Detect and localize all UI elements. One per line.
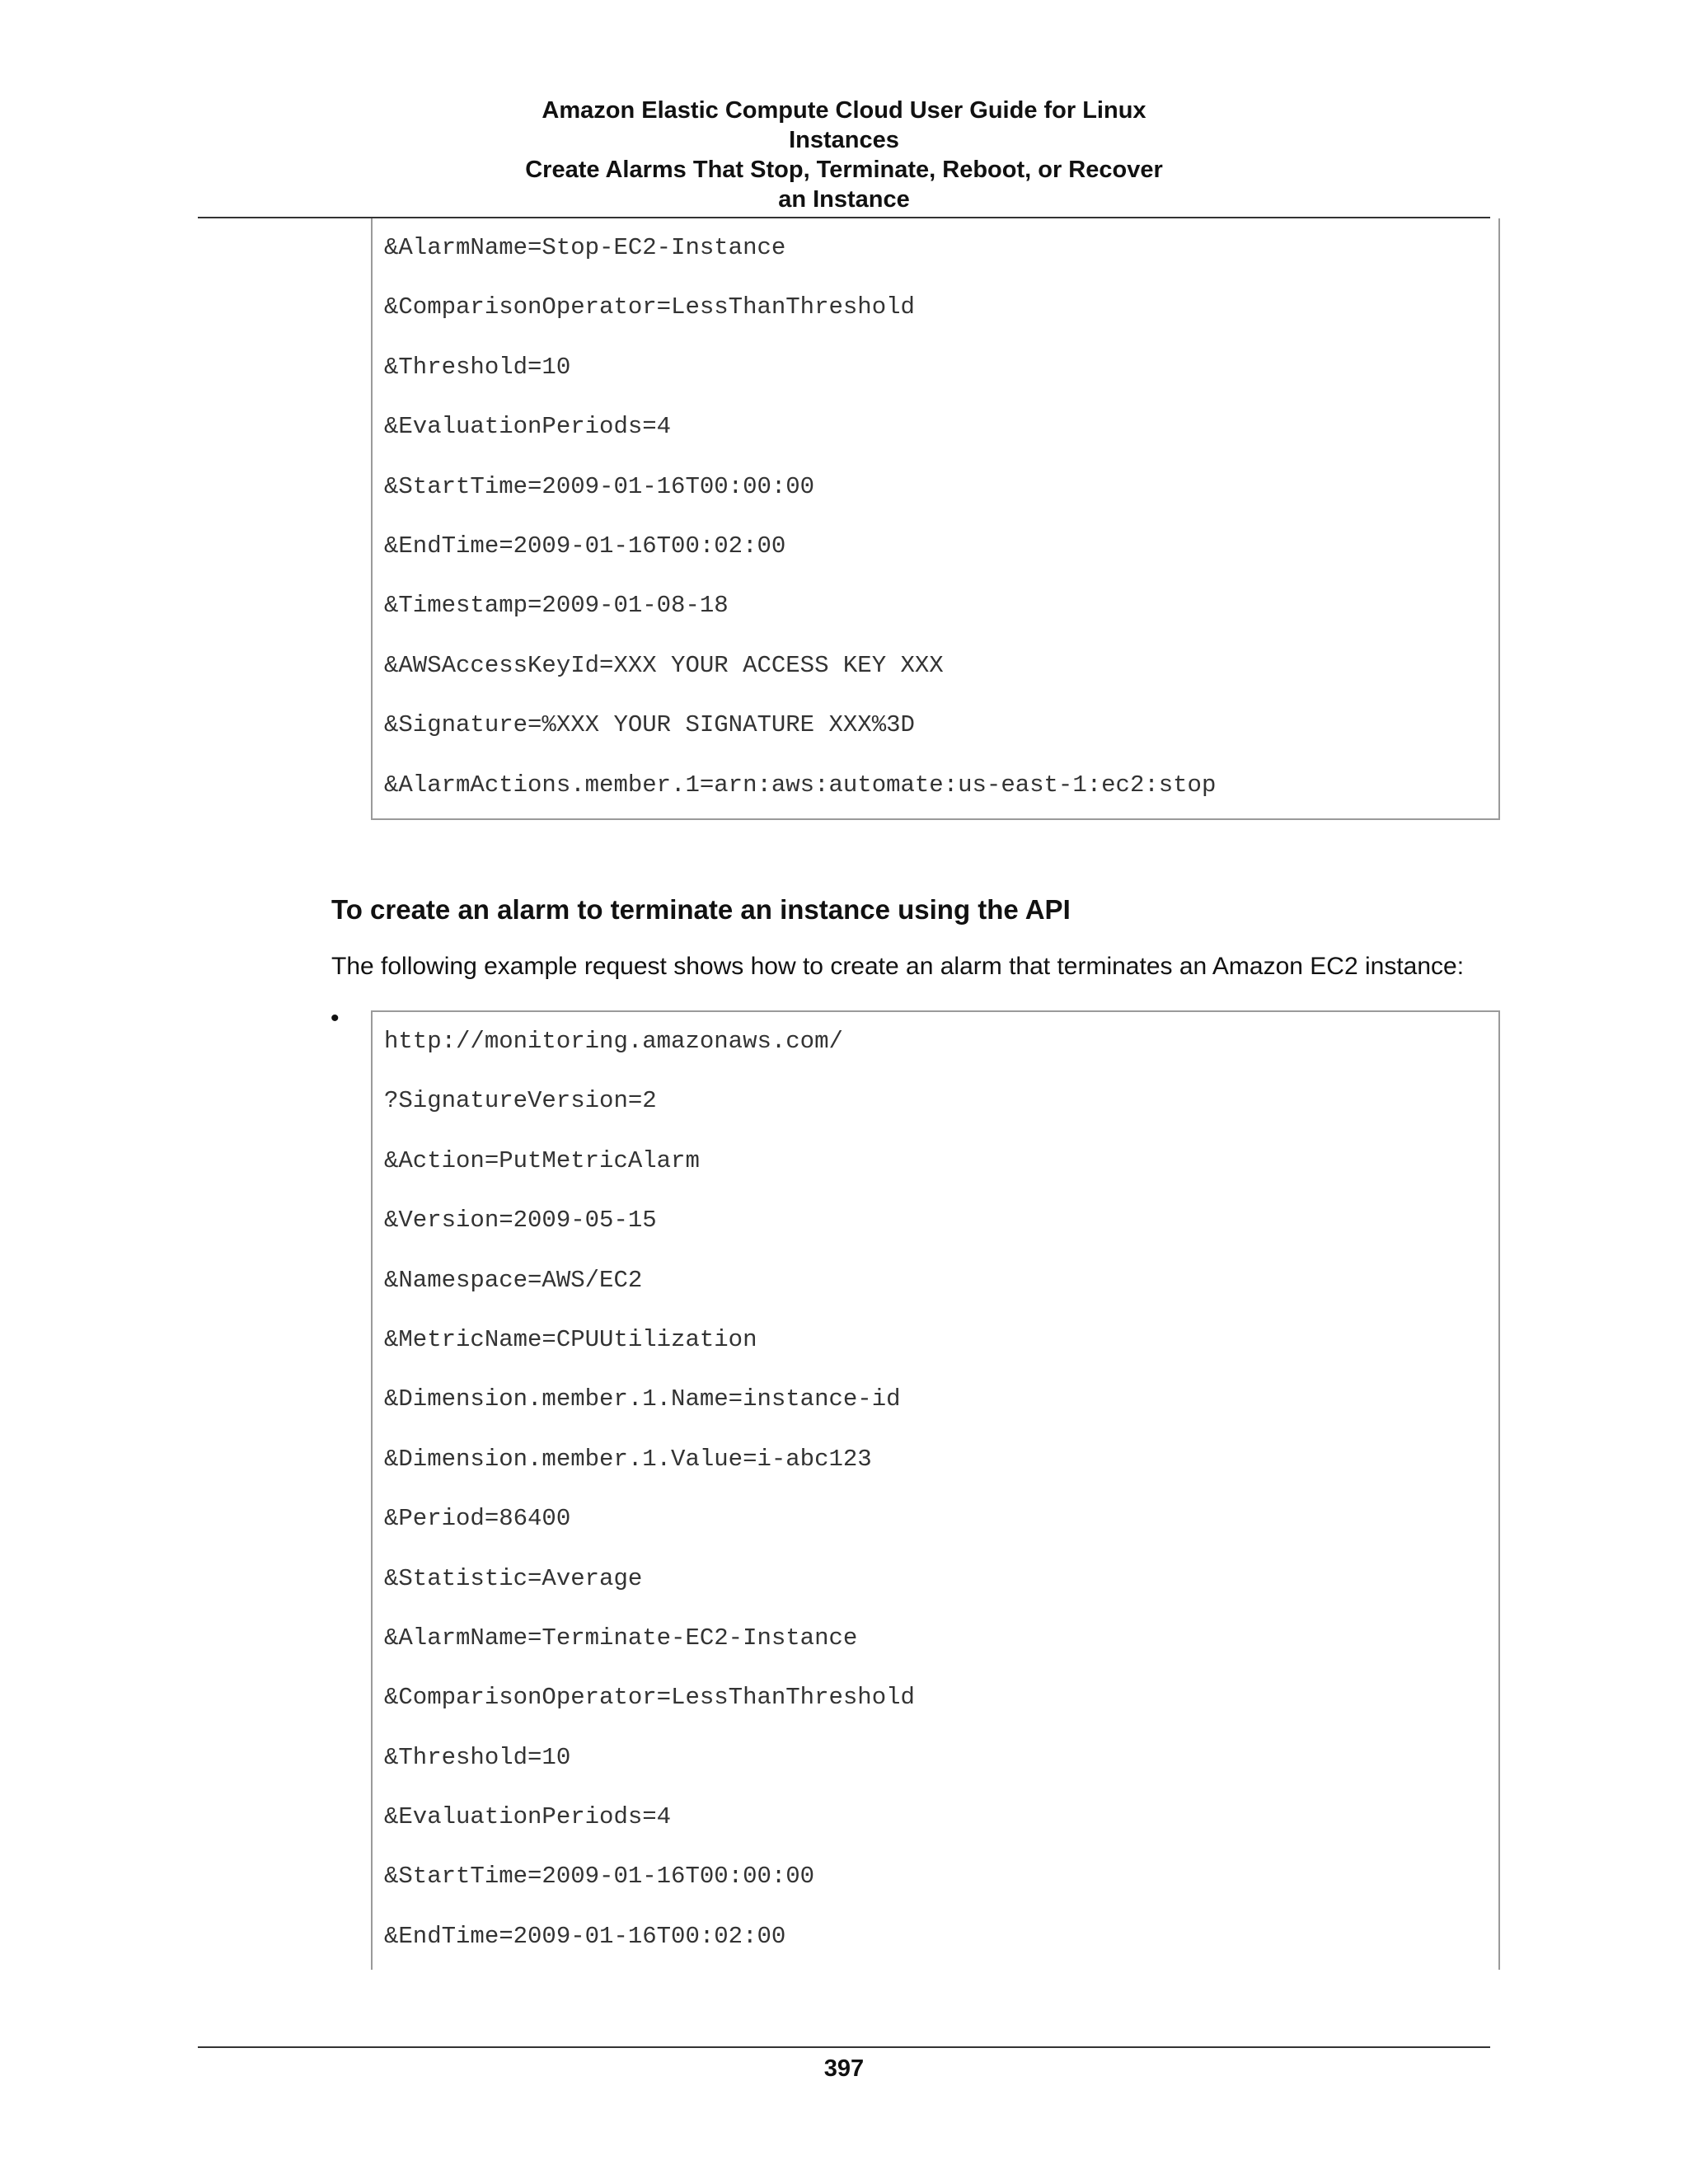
page-header (198, 96, 1490, 214)
header-title-line-2: Instances (789, 127, 899, 153)
code-line: &Dimension.member.1.Value=i-abc123 (384, 1445, 872, 1473)
code-line: &AlarmName=Stop-EC2-Instance (384, 234, 786, 261)
code-lines (384, 218, 1498, 815)
code-line: &AlarmActions.member.1=arn:aws:automate:us-east-1:ec2:stop (384, 771, 1217, 799)
code-line: &MetricName=CPUUtilization (384, 1325, 757, 1353)
code-line: &ComparisonOperator=LessThanThreshold (384, 293, 915, 321)
code-line: &EvaluationPeriods=4 (384, 1803, 672, 1831)
code-line: &AlarmName=Terminate-EC2-Instance (384, 1624, 858, 1652)
code-line: &Timestamp=2009-01-08-18 (384, 592, 729, 620)
code-line: &Threshold=10 (384, 353, 571, 381)
code-line: &Period=86400 (384, 1505, 571, 1533)
code-line: &EndTime=2009-01-16T00:02:00 (384, 532, 786, 560)
code-line: &Threshold=10 (384, 1743, 571, 1771)
code-line: &EvaluationPeriods=4 (384, 413, 672, 441)
code-line: &Dimension.member.1.Name=instance-id (384, 1385, 901, 1413)
code-line: &Action=PutMetricAlarm (384, 1146, 700, 1174)
code-line: &AWSAccessKeyId=XXX YOUR ACCESS KEY XXX (384, 651, 944, 679)
code-line: &Signature=%XXX YOUR SIGNATURE XXX%3D (384, 711, 915, 739)
code-line: &Namespace=AWS/EC2 (384, 1266, 643, 1294)
code-line: &Statistic=Average (384, 1564, 643, 1592)
bullet-marker: • (331, 1005, 340, 1032)
code-lines (384, 1012, 1498, 1966)
code-line: &StartTime=2009-01-16T00:00:00 (384, 1863, 815, 1891)
code-line: ?SignatureVersion=2 (384, 1087, 657, 1115)
section-heading: To create an alarm to terminate an instance using the API (331, 894, 1071, 925)
code-block-terminate-alarm (371, 1010, 1500, 1970)
footer-divider (198, 2046, 1490, 2048)
code-line: &StartTime=2009-01-16T00:00:00 (384, 472, 815, 500)
code-block-stop-alarm (371, 218, 1500, 820)
code-line: &Version=2009-05-15 (384, 1207, 657, 1235)
code-line: http://monitoring.amazonaws.com/ (384, 1028, 843, 1055)
section-paragraph: The following example request shows how to create an alarm that terminates an Amazon EC2 instance: (331, 953, 1465, 980)
code-line: &ComparisonOperator=LessThanThreshold (384, 1684, 915, 1712)
page-number: 397 (823, 2055, 865, 2082)
header-section-line-2: an Instance (778, 186, 910, 213)
header-title-line-1: Amazon Elastic Compute Cloud User Guide for Linux (542, 97, 1146, 124)
code-line: &EndTime=2009-01-16T00:02:00 (384, 1922, 786, 1950)
header-section-line-1: Create Alarms That Stop, Terminate, Reboot, or Recover (525, 157, 1163, 183)
